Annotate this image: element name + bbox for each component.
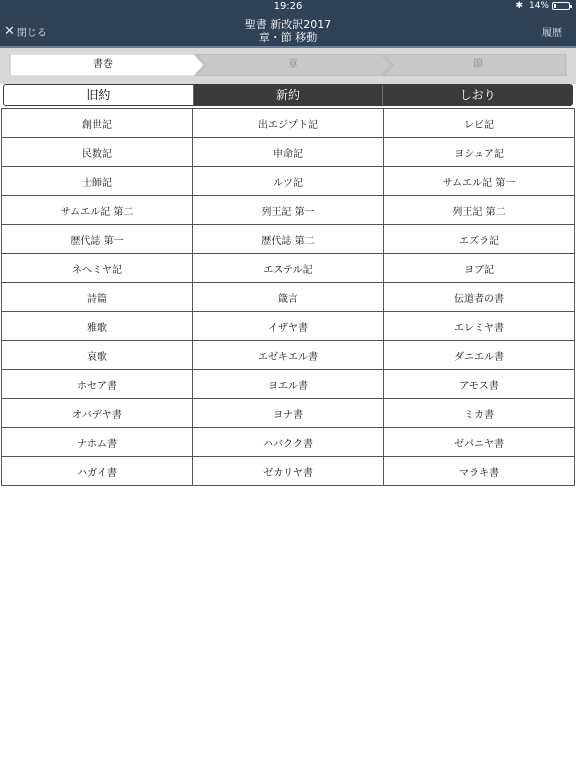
book-item[interactable]: ホセア書 — [2, 370, 193, 399]
book-item[interactable]: ナホム書 — [2, 428, 193, 457]
status-time: 19:26 — [273, 1, 303, 12]
book-item[interactable]: ゼパニヤ書 — [384, 428, 575, 457]
book-item[interactable]: 列王記 第二 — [384, 196, 575, 225]
title-line2: 章・節 移動 — [258, 31, 318, 44]
step-chapter[interactable]: 章 — [288, 59, 298, 70]
book-item[interactable]: イザヤ書 — [193, 312, 384, 341]
book-item[interactable]: レビ記 — [384, 109, 575, 138]
navigation-bar — [0, 14, 576, 48]
history-button[interactable]: 履歴 — [542, 28, 562, 39]
tab-old-testament[interactable]: 旧約 — [4, 85, 193, 105]
book-item[interactable]: ハバクク書 — [193, 428, 384, 457]
book-grid — [1, 108, 575, 486]
book-item[interactable]: 哀歌 — [2, 341, 193, 370]
title-line1: 聖書 新改訳2017 — [244, 18, 332, 31]
status-bar — [0, 0, 576, 14]
step-breadcrumb — [8, 54, 568, 76]
step-verse[interactable]: 節 — [473, 59, 483, 70]
book-item[interactable]: ヨシュア記 — [384, 138, 575, 167]
book-item[interactable]: 歴代誌 第二 — [193, 225, 384, 254]
book-item[interactable]: ミカ書 — [384, 399, 575, 428]
book-item[interactable]: エステル記 — [193, 254, 384, 283]
battery-percent: 14% — [528, 1, 549, 11]
book-item[interactable]: ダニエル書 — [384, 341, 575, 370]
book-item[interactable]: ヨブ記 — [384, 254, 575, 283]
book-item[interactable]: ヨエル書 — [193, 370, 384, 399]
page-title — [0, 18, 576, 44]
book-item[interactable]: ルツ記 — [193, 167, 384, 196]
tab-new-testament[interactable]: 新約 — [193, 85, 383, 105]
book-item[interactable]: 出エジプト記 — [193, 109, 384, 138]
book-item[interactable]: ハガイ書 — [2, 457, 193, 486]
battery-fill — [554, 4, 556, 8]
status-right — [515, 1, 570, 11]
book-item[interactable]: サムエル記 第二 — [2, 196, 193, 225]
book-item[interactable]: 伝道者の書 — [384, 283, 575, 312]
book-item[interactable]: ネヘミヤ記 — [2, 254, 193, 283]
book-item[interactable]: 雅歌 — [2, 312, 193, 341]
book-item[interactable]: オバデヤ書 — [2, 399, 193, 428]
step-breadcrumb-area — [0, 48, 576, 84]
book-item[interactable]: エズラ記 — [384, 225, 575, 254]
testament-segmented-control — [3, 84, 573, 106]
book-item[interactable]: サムエル記 第一 — [384, 167, 575, 196]
book-item[interactable]: 歴代誌 第一 — [2, 225, 193, 254]
book-item[interactable]: エレミヤ書 — [384, 312, 575, 341]
book-item[interactable]: 列王記 第一 — [193, 196, 384, 225]
book-item[interactable]: ヨナ書 — [193, 399, 384, 428]
book-item[interactable]: アモス書 — [384, 370, 575, 399]
battery-icon — [552, 2, 570, 10]
book-item[interactable]: 民数記 — [2, 138, 193, 167]
step-book[interactable]: 書巻 — [93, 59, 113, 70]
book-item[interactable]: 箴言 — [193, 283, 384, 312]
tab-bookmarks[interactable]: しおり — [382, 85, 572, 105]
book-item[interactable]: マラキ書 — [384, 457, 575, 486]
book-item[interactable]: 士師記 — [2, 167, 193, 196]
bluetooth-icon: ✱ — [515, 1, 523, 11]
close-label: 閉じる — [16, 28, 47, 39]
book-item[interactable]: 申命記 — [193, 138, 384, 167]
book-item[interactable]: 創世記 — [2, 109, 193, 138]
book-item[interactable]: ゼカリヤ書 — [193, 457, 384, 486]
book-item[interactable]: 詩篇 — [2, 283, 193, 312]
book-item[interactable]: エゼキエル書 — [193, 341, 384, 370]
close-icon: ✕ — [4, 24, 15, 39]
